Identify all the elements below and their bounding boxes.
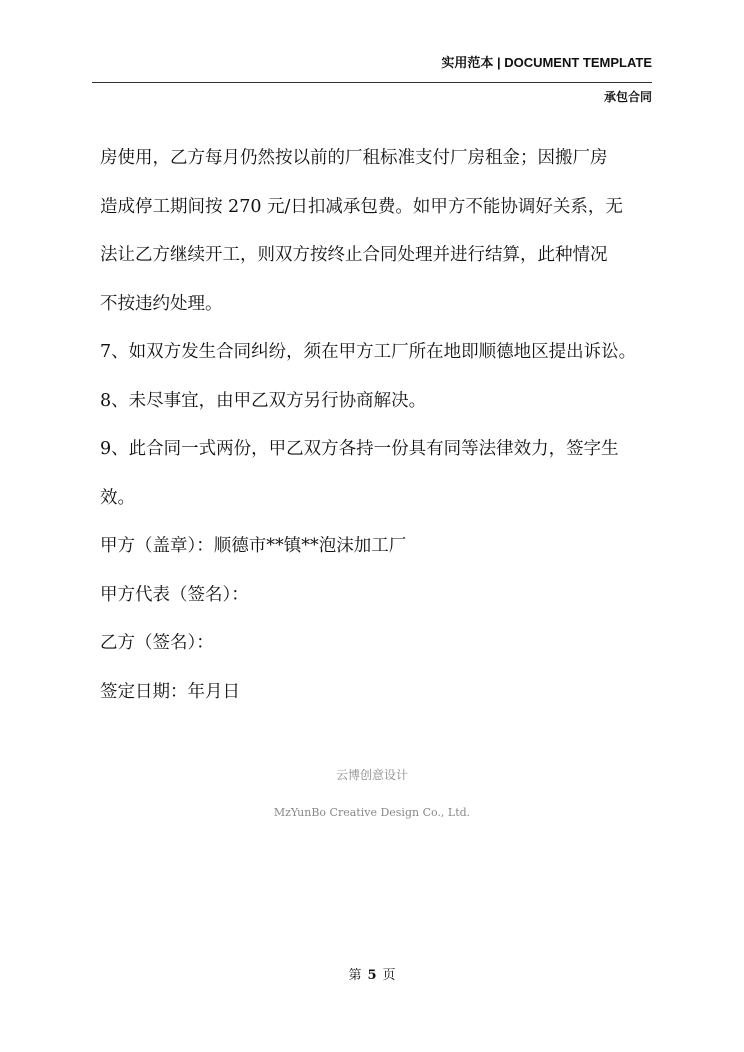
signing-date: 签定日期：年月日 (100, 681, 240, 702)
party-b-signature: 乙方（签名）： (100, 633, 214, 653)
header-divider (92, 82, 652, 83)
page-number (0, 964, 744, 983)
body-line: 效。 (100, 487, 135, 508)
clause-8: 8、未尽事宜，由甲乙双方另行协商解决。 (100, 390, 427, 411)
document-body (100, 134, 660, 716)
body-line: 法让乙方继续开工，则双方按终止合同处理并进行结算，此种情况 (100, 245, 608, 265)
clause-9: 9、此合同一式两份，甲乙双方各持一份具有同等法律效力，签字生 (100, 439, 619, 459)
clause-7: 7、如双方发生合同纠纷，须在甲方工厂所在地即顺德地区提出诉讼。 (100, 342, 637, 362)
footer-company-en: MzYunBo Creative Design Co., Ltd. (273, 806, 471, 819)
page-suffix: 页 (382, 968, 396, 983)
page-number-value: 5 (367, 968, 377, 983)
body-line: 造成停工期间按 270 元/日扣减承包费。如甲方不能协调好关系，无 (100, 196, 623, 217)
party-a-seal: 甲方（盖章）：顺德市**镇**泡沫加工厂 (100, 536, 407, 556)
footer-company-cn: 云博创意设计 (335, 768, 408, 782)
party-a-representative: 甲方代表（签名）： (100, 584, 249, 605)
page-prefix: 第 (348, 968, 362, 983)
body-line: 房使用，乙方每月仍然按以前的厂租标准支付厂房租金；因搬厂房 (100, 148, 608, 168)
header-subtitle: 承包合同 (603, 90, 652, 104)
body-line: 不按违约处理。 (100, 293, 223, 314)
header-title: 实用范本 | DOCUMENT TEMPLATE (441, 55, 652, 70)
